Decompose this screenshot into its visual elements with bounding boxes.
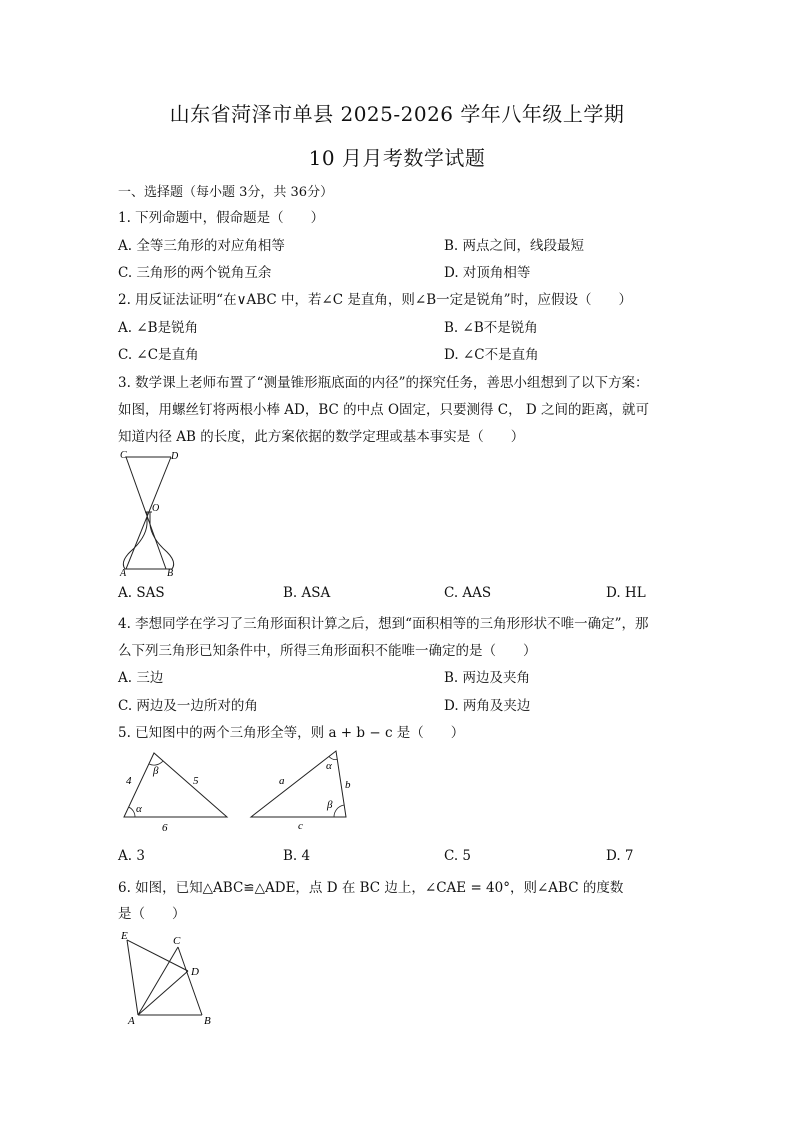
q6-triangles-figure: [116, 926, 222, 1028]
q5-side-a: a: [279, 775, 285, 787]
q5-triangles-figure: [116, 748, 361, 838]
q3-option-c: C. AAS: [444, 585, 492, 601]
q1-stem: 1. 下列命题中，假命题是（ ）: [118, 210, 325, 226]
q6-label-d: D: [191, 966, 199, 978]
q5-side-4: 4: [126, 775, 132, 787]
title-line-1: 山东省菏泽市单县 2025-2026 学年八年级上学期: [169, 102, 625, 126]
q5-side-5: 5: [193, 775, 199, 787]
q6-line-2: 是（ ）: [118, 906, 186, 922]
q5-option-d: D. 7: [606, 848, 634, 864]
q3-label-o: O: [152, 503, 160, 514]
q2-option-c: C. ∠C是直角: [118, 347, 199, 363]
title-line-2: 10 月月考数学试题: [308, 146, 486, 170]
q6-label-c: C: [173, 935, 181, 947]
q5-option-b: B. 4: [283, 848, 311, 864]
q3-option-d: D. HL: [606, 585, 646, 601]
q4-option-d: D. 两角及夹边: [444, 698, 531, 714]
q4-line-2: 么下列三角形已知条件中，所得三角形面积不能唯一确定的是（ ）: [118, 643, 537, 659]
q1-option-a: A. 全等三角形的对应角相等: [118, 238, 285, 254]
q6-line-1: 6. 如图，已知△ABC≌△ADE，点 D 在 BC 边上，∠CAE = 40°，则∠ABC 的度数: [118, 880, 624, 896]
q4-option-b: B. 两边及夹角: [444, 670, 531, 686]
q5-option-c: C. 5: [444, 848, 472, 864]
q2-stem: 2. 用反证法证明“在∨ABC 中，若∠C 是直角，则∠B一定是锐角”时，应假设（ ）: [118, 292, 633, 308]
q5-side-c: c: [298, 820, 303, 832]
q5-angle-alpha-2: α: [326, 760, 332, 772]
q5-side-6: 6: [162, 822, 168, 834]
q2-option-a: A. ∠B是锐角: [118, 320, 199, 336]
q3-flask-figure: [116, 448, 186, 580]
q2-option-b: B. ∠B不是锐角: [444, 320, 538, 336]
q5-stem: 5. 已知图中的两个三角形全等，则 a + b − c 是（ ）: [118, 725, 465, 741]
q6-label-e: E: [121, 930, 128, 942]
q3-label-b: B: [167, 568, 174, 579]
q5-angle-beta-1: β: [153, 765, 159, 777]
q1-option-c: C. 三角形的两个锐角互余: [118, 265, 272, 281]
q5-side-b: b: [345, 779, 351, 791]
q5-option-a: A. 3: [118, 848, 145, 864]
q4-line-1: 4. 李想同学在学习了三角形面积计算之后，想到“面积相等的三角形形状不唯一确定”，那: [118, 616, 649, 632]
q4-option-a: A. 三边: [118, 670, 164, 686]
q6-label-a: A: [128, 1015, 135, 1027]
q3-option-b: B. ASA: [283, 585, 331, 601]
q3-option-a: A. SAS: [118, 585, 165, 601]
q1-option-d: D. 对顶角相等: [444, 265, 531, 281]
q3-line-2: 如图，用螺丝钉将两根小棒 AD，BC 的中点 O固定，只要测得 C， D 之间的距离，就可: [118, 402, 650, 418]
q5-angle-alpha-1: α: [136, 803, 142, 815]
q3-label-c: C: [120, 450, 127, 461]
q3-line-3: 知道内径 AB 的长度，此方案依据的数学定理或基本事实是（ ）: [118, 429, 525, 445]
q3-line-1: 3. 数学课上老师布置了“测量锥形瓶底面的内径”的探究任务，善思小组想到了以下方案：: [118, 375, 649, 391]
section-heading: 一、选择题（每小题 3分，共 36分）: [118, 185, 334, 200]
q3-label-d: D: [171, 451, 179, 462]
q1-option-b: B. 两点之间，线段最短: [444, 238, 585, 254]
q5-angle-beta-2: β: [327, 799, 333, 811]
q6-label-b: B: [204, 1015, 211, 1027]
q2-option-d: D. ∠C不是直角: [444, 347, 539, 363]
q4-option-c: C. 两边及一边所对的角: [118, 698, 258, 714]
q3-label-a: A: [120, 568, 127, 579]
